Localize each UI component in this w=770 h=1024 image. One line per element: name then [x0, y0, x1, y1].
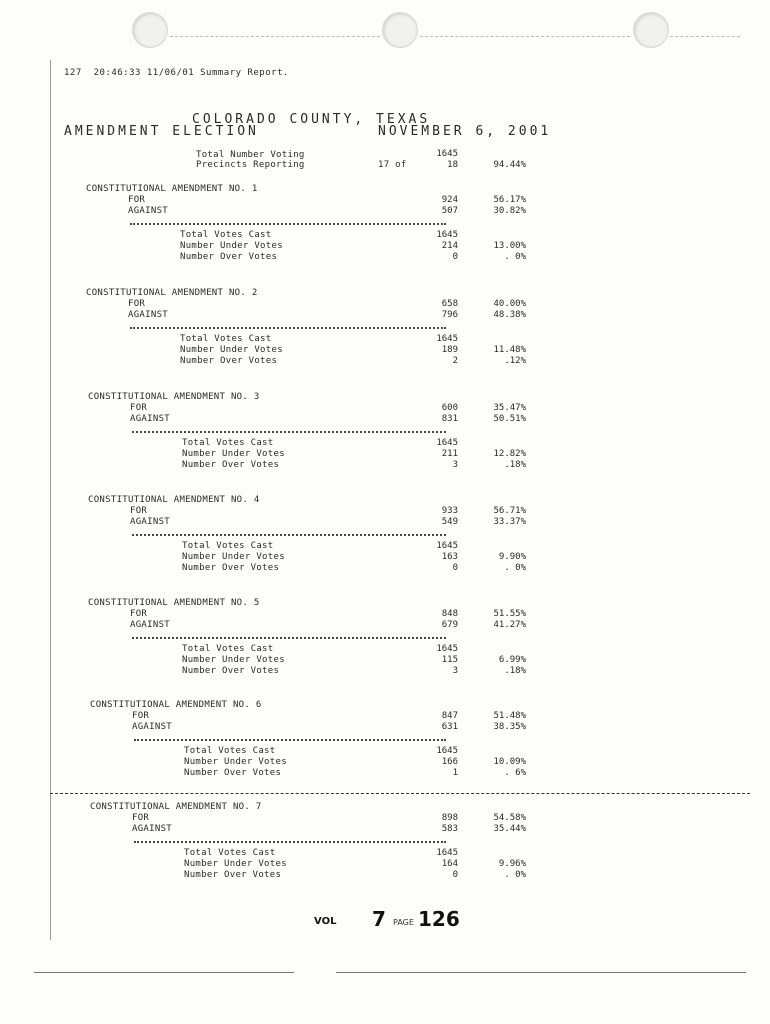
vol-label: VOL — [314, 916, 337, 927]
for-pct: 54.58% — [493, 813, 526, 823]
under-votes: 211 — [441, 449, 458, 459]
over-votes-label: Number Over Votes — [182, 460, 280, 470]
under-pct: 11.48% — [493, 345, 526, 355]
under-votes-label: Number Under Votes — [184, 859, 287, 869]
over-pct: .18% — [504, 460, 526, 470]
total-votes-label: Total Votes Cast — [184, 848, 276, 858]
over-votes-label: Number Over Votes — [180, 356, 278, 366]
over-votes: 0 — [452, 563, 458, 573]
election-title: AMENDMENT ELECTION — [64, 124, 259, 139]
punch-hole — [382, 12, 418, 48]
punch-hole — [633, 12, 669, 48]
for-label: FOR — [130, 506, 148, 516]
for-votes: 847 — [441, 711, 458, 721]
for-label: FOR — [128, 195, 146, 205]
page-label: PAGE — [393, 918, 414, 927]
total-votes: 1645 — [436, 438, 458, 448]
under-votes: 166 — [441, 757, 458, 767]
section-separator-rule — [50, 793, 750, 794]
total-votes: 1645 — [436, 746, 458, 756]
dotted-separator — [132, 431, 446, 433]
voting-value: 1645 — [436, 149, 458, 159]
total-votes-label: Total Votes Cast — [180, 230, 272, 240]
precincts-of: 17 of — [378, 160, 407, 170]
under-votes-label: Number Under Votes — [184, 757, 287, 767]
under-pct: 10.09% — [493, 757, 526, 767]
for-pct: 56.71% — [493, 506, 526, 516]
under-pct: 9.90% — [498, 552, 526, 562]
under-votes: 164 — [441, 859, 458, 869]
precincts-pct: 94.44% — [493, 160, 526, 170]
for-label: FOR — [130, 403, 148, 413]
under-votes-label: Number Under Votes — [182, 552, 285, 562]
against-votes: 507 — [441, 206, 458, 216]
over-votes: 3 — [452, 666, 458, 676]
amendment-title: CONSTITUTIONAL AMENDMENT NO. 3 — [88, 392, 260, 402]
bottom-rule — [336, 972, 746, 973]
against-votes: 831 — [441, 414, 458, 424]
punch-hole — [132, 12, 168, 48]
over-pct: .18% — [504, 666, 526, 676]
amendment-title: CONSTITUTIONAL AMENDMENT NO. 5 — [88, 598, 260, 608]
under-pct: 6.99% — [498, 655, 526, 665]
against-pct: 35.44% — [493, 824, 526, 834]
over-votes: 2 — [452, 356, 458, 366]
left-margin-line — [50, 60, 51, 940]
against-label: AGAINST — [130, 414, 171, 424]
against-votes: 796 — [441, 310, 458, 320]
over-pct: . 6% — [504, 768, 526, 778]
under-votes: 115 — [441, 655, 458, 665]
against-pct: 50.51% — [493, 414, 526, 424]
vol-number: 7 — [372, 907, 386, 931]
amendment-title: CONSTITUTIONAL AMENDMENT NO. 2 — [86, 288, 258, 298]
for-pct: 51.48% — [493, 711, 526, 721]
over-votes: 3 — [452, 460, 458, 470]
total-votes: 1645 — [436, 334, 458, 344]
for-votes: 933 — [441, 506, 458, 516]
dotted-separator — [132, 637, 446, 639]
dotted-separator — [134, 739, 446, 741]
over-votes-label: Number Over Votes — [182, 666, 280, 676]
against-pct: 33.37% — [493, 517, 526, 527]
against-pct: 38.35% — [493, 722, 526, 732]
for-label: FOR — [132, 711, 150, 721]
bottom-rule — [34, 972, 294, 973]
under-votes: 214 — [441, 241, 458, 251]
over-pct: . 0% — [504, 563, 526, 573]
top-dashed-rule — [670, 36, 740, 37]
top-dashed-rule — [420, 36, 630, 37]
over-votes: 1 — [452, 768, 458, 778]
against-label: AGAINST — [130, 517, 171, 527]
total-votes: 1645 — [436, 541, 458, 551]
over-pct: . 0% — [504, 252, 526, 262]
precincts-label: Precincts Reporting — [196, 160, 305, 170]
against-label: AGAINST — [128, 310, 169, 320]
against-votes: 549 — [441, 517, 458, 527]
total-votes: 1645 — [436, 230, 458, 240]
election-date: NOVEMBER 6, 2001 — [378, 124, 552, 139]
amendment-title: CONSTITUTIONAL AMENDMENT NO. 1 — [86, 184, 258, 194]
against-label: AGAINST — [130, 620, 171, 630]
total-votes: 1645 — [436, 644, 458, 654]
against-pct: 48.38% — [493, 310, 526, 320]
over-votes: 0 — [452, 870, 458, 880]
over-votes-label: Number Over Votes — [184, 870, 282, 880]
county-title: COLORADO COUNTY, TEXAS — [192, 112, 431, 127]
amendment-title: CONSTITUTIONAL AMENDMENT NO. 6 — [90, 700, 262, 710]
under-votes: 163 — [441, 552, 458, 562]
under-pct: 12.82% — [493, 449, 526, 459]
against-label: AGAINST — [132, 722, 173, 732]
total-votes-label: Total Votes Cast — [182, 644, 274, 654]
under-votes-label: Number Under Votes — [180, 345, 283, 355]
dotted-separator — [132, 534, 446, 536]
under-pct: 9.96% — [498, 859, 526, 869]
for-pct: 40.00% — [493, 299, 526, 309]
against-label: AGAINST — [128, 206, 169, 216]
for-label: FOR — [132, 813, 150, 823]
voting-label: Total Number Voting — [196, 150, 305, 160]
dotted-separator — [130, 223, 446, 225]
over-votes-label: Number Over Votes — [182, 563, 280, 573]
total-votes: 1645 — [436, 848, 458, 858]
dotted-separator — [130, 327, 446, 329]
total-votes-label: Total Votes Cast — [180, 334, 272, 344]
top-dashed-rule — [170, 36, 380, 37]
over-votes: 0 — [452, 252, 458, 262]
for-label: FOR — [130, 609, 148, 619]
against-votes: 631 — [441, 722, 458, 732]
amendment-title: CONSTITUTIONAL AMENDMENT NO. 4 — [88, 495, 260, 505]
for-votes: 848 — [441, 609, 458, 619]
total-votes-label: Total Votes Cast — [182, 438, 274, 448]
amendment-title: CONSTITUTIONAL AMENDMENT NO. 7 — [90, 802, 262, 812]
under-votes-label: Number Under Votes — [180, 241, 283, 251]
over-pct: . 0% — [504, 870, 526, 880]
under-votes-label: Number Under Votes — [182, 449, 285, 459]
against-pct: 30.82% — [493, 206, 526, 216]
for-votes: 600 — [441, 403, 458, 413]
against-label: AGAINST — [132, 824, 173, 834]
for-votes: 924 — [441, 195, 458, 205]
for-votes: 658 — [441, 299, 458, 309]
report-header-line: 127 20:46:33 11/06/01 Summary Report. — [64, 68, 289, 78]
against-pct: 41.27% — [493, 620, 526, 630]
for-votes: 898 — [441, 813, 458, 823]
over-votes-label: Number Over Votes — [180, 252, 278, 262]
for-label: FOR — [128, 299, 146, 309]
for-pct: 51.55% — [493, 609, 526, 619]
total-votes-label: Total Votes Cast — [182, 541, 274, 551]
under-pct: 13.00% — [493, 241, 526, 251]
over-votes-label: Number Over Votes — [184, 768, 282, 778]
precincts-total: 18 — [447, 160, 458, 170]
under-votes: 189 — [441, 345, 458, 355]
page-number: 126 — [418, 907, 460, 931]
over-pct: .12% — [504, 356, 526, 366]
total-votes-label: Total Votes Cast — [184, 746, 276, 756]
for-pct: 35.47% — [493, 403, 526, 413]
against-votes: 679 — [441, 620, 458, 630]
dotted-separator — [134, 841, 446, 843]
for-pct: 56.17% — [493, 195, 526, 205]
against-votes: 583 — [441, 824, 458, 834]
under-votes-label: Number Under Votes — [182, 655, 285, 665]
